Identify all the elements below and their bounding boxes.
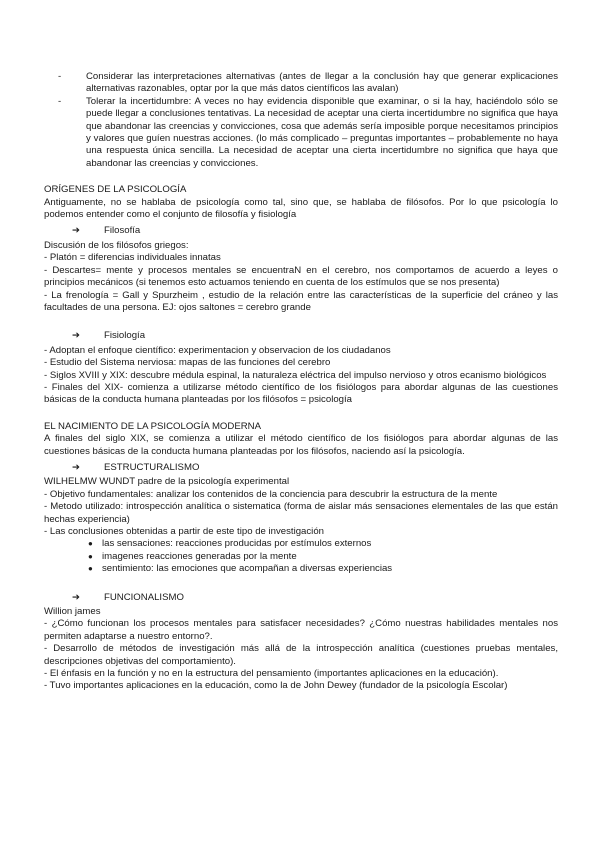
text-line: - Descartes= mente y procesos mentales se encuentraN en el cerebro, nos comportamos de acuerdo a leyes o principios mecánicos (si tenemos esto actuamos teniendo en cuenta de los estímulos que se nos presenta) <box>44 264 558 289</box>
text-line: - Platón = diferencias individuales innatas <box>44 252 221 264</box>
text-line: - Finales del XIX- comienza a utilizarse método científico de los fisiólogos para abordar algunas de las cuestiones básicas de la conducta humana planteadas por los filósofos = psicología <box>44 381 558 406</box>
subheading-fisiologia <box>72 330 558 342</box>
subheading-label: FUNCIONALISMO <box>104 591 184 603</box>
section-title-origenes: ORÍGENES DE LA PSICOLOGÍA <box>44 184 187 196</box>
spacer <box>44 314 558 326</box>
estructuralismo-block <box>44 476 558 575</box>
subheading-label: ESTRUCTURALISMO <box>104 461 200 473</box>
nacimiento-text: A finales del siglo XIX, se comienza a utilizar el método científico de los fisiólogos para abordar algunas de las cuestiones básicas de la conducta humana planteadas por los filósofos, naciendo así la psicología. <box>44 433 558 457</box>
arrow-icon: ➔ <box>72 225 81 237</box>
funcionalismo-block <box>44 606 558 693</box>
section-title-nacimiento: EL NACIMIENTO DE LA PSICOLOGÍA MODERNA <box>44 420 261 432</box>
filosofia-block <box>44 240 558 314</box>
subheading-label: Fisiología <box>104 330 146 342</box>
origenes-intro: Antiguamente, no se hablaba de psicología como tal, sino que, se hablaba de filósofos. Por lo que psicología lo podemos entender como el conjunto de filosofía y fisiología <box>44 196 558 221</box>
subheading-estructuralismo <box>72 462 558 474</box>
text-line: - Las conclusiones obtenidas a partir de este tipo de investigación <box>44 526 324 537</box>
list-item: - Considerar las interpretaciones alternativas (antes de llegar a la conclusión hay que generar explicaciones alternativas razonables, optar por la que más datos científicos las avalan) <box>58 71 558 96</box>
arrow-icon: ➔ <box>72 461 81 473</box>
subheading-filosofia <box>72 225 558 237</box>
text-line: - El énfasis en la función y no en la estructura del pensamiento (importantes aplicaciones en la educación). <box>44 668 499 680</box>
text-line: Discusión de los filósofos griegos: <box>44 239 189 251</box>
author-line: Willion james <box>44 606 101 618</box>
spacer <box>44 576 558 588</box>
bullet-list <box>44 538 558 575</box>
subheading-funcionalismo <box>72 592 558 604</box>
bullet-item: ● las sensaciones: reacciones producidas por estímulos externos <box>44 538 558 550</box>
arrow-icon: ➔ <box>72 330 81 342</box>
fisiologia-block <box>44 345 558 407</box>
text-line: - Estudio del Sistema nerviosa: mapas de las funciones del cerebro <box>44 357 331 369</box>
page-content <box>44 71 558 693</box>
text-line: - Tuvo importantes aplicaciones en la educación, como la de John Dewey (fundador de la psicología Escolar) <box>44 680 508 692</box>
text-line: - ¿Cómo funcionan los procesos mentales para satisfacer necesidades? ¿Cómo nuestras habilidades mentales nos permiten adaptarse a nuestro entorno?. <box>44 618 558 642</box>
bullet-item: ● sentimiento: las emociones que acompañan a diversas experiencias <box>44 563 558 575</box>
text-line: - Adoptan el enfoque científico: experimentacion y observacion de los ciudadanos <box>44 344 391 356</box>
subheading-label: Filosofía <box>104 225 141 237</box>
author-line: WILHELMW WUNDT padre de la psicología experimental <box>44 476 290 488</box>
arrow-icon: ➔ <box>72 591 81 603</box>
text-line: - Desarrollo de métodos de investigación más allá de la introspección analítica (cuestiones pruebas mentales, descripciones objetivas del comportamiento). <box>44 643 558 667</box>
text-line: - Metodo utilizado: introspección analítica o sistematica (forma de aislar más sensaciones elementales de las que están hechas experiencia) <box>44 501 558 525</box>
text-line: - Objetivo fundamentales: analizar los contenidos de la conciencia para descubrir la estructura de la mente <box>44 488 498 500</box>
spacer <box>44 407 558 419</box>
list-item: - Tolerar la incertidumbre: A veces no hay evidencia disponible que examinar, o si la hay, haciéndolo sólo se puede llegar a conclusiones tentativas. La necesidad de aceptar una cierta incertidumbre no significa que haya que abandonar las creencias y convicciones, cosa que además sería imposible porque necesitamos principios y valores que guíen nuestras acciones. (lo más complicado – preguntas importantes – probablemente no haya una respuesta única sencilla. La necesidad de aceptar una cierta incertidumbre no significa que haya que abandonar las creencias y convicciones. <box>58 96 558 170</box>
text-line: - La frenología = Gall y Spurzheim , estudio de la relación entre las características de la superficie del cráneo y las facultades de una persona. EJ: ojos saltones = cerebro grande <box>44 289 558 313</box>
bullet-item: ● imagenes reacciones generadas por la mente <box>44 551 558 563</box>
intro-list <box>44 71 558 170</box>
text-line: - Siglos XVIII y XIX: descubre médula espinal, la naturaleza eléctrica del impulso nervioso y otros ecanismo biológicos <box>44 369 547 381</box>
